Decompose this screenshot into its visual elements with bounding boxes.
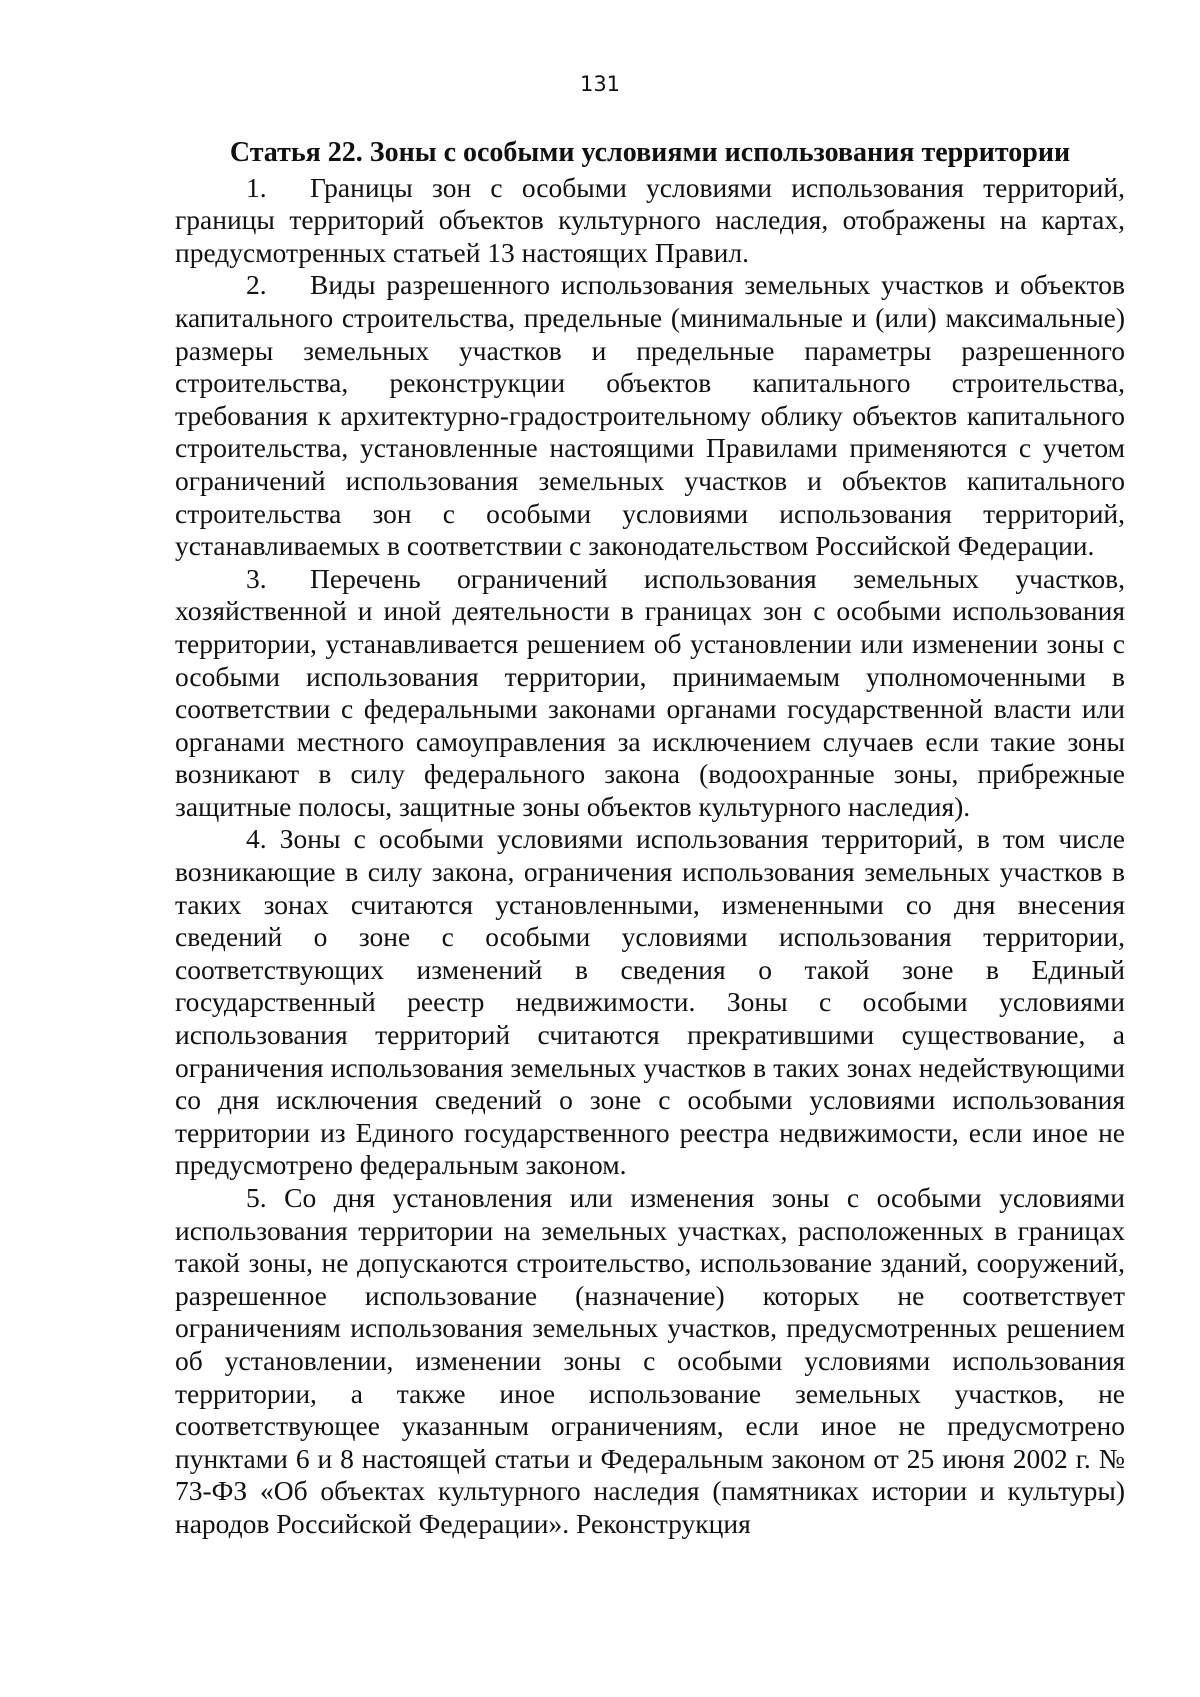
paragraph-number: 2. <box>246 269 267 301</box>
paragraph-2 <box>175 269 1125 562</box>
paragraph-number: 3. <box>246 562 267 594</box>
paragraph-text: Границы зон с особыми условиями использования территорий, границы территорий объектов культурного наследия, отображены на картах, предусмотренных статьей 13 настоящих Правил. <box>175 171 1125 268</box>
paragraph-number: 4. <box>246 823 267 855</box>
paragraph-number: 5. <box>246 1182 267 1213</box>
page-number: 131 <box>579 72 621 96</box>
article-heading: Статья 22. Зоны с особыми условиями использования территории <box>229 137 1071 168</box>
paragraph-text: Со дня установления или изменения зоны с особыми условиями использования территории на земельных участках, расположенных в границах такой зоны, не допускаются строительство, использование зданий, сооружений, разрешенное использование (назначение) которых не соответствует ограничениям использования земельных участков, предусмотренных решением об установлении, изменении зоны с особыми условиями использования территории, а также иное использование земельных участков, не соответствующее указанным ограничениям, если иное не предусмотрено пунктами 6 и 8 настоящей статьи и Федеральным законом от 25 июня 2002 г. № 73-ФЗ «Об объектах культурного наследия (памятниках истории и культуры) народов Российской Федерации». Реконструкция <box>175 1182 1125 1539</box>
paragraph-text: Зоны с особыми условиями использования территорий, в том числе возникающие в силу закона, ограничения использования земельных участков в таких зонах считаются установленными, измененными со дня внесения сведений о зоне с особыми условиями использования территории, соответствующих изменений в сведения о такой зоне в Единый государственный реестр недвижимости. Зоны с особыми условиями использования территорий считаются прекратившими существование, а ограничения использования земельных участков в таких зонах недействующими со дня исключения сведений о зоне с особыми условиями использования территории из Единого государственного реестра недвижимости, если иное не предусмотрено федеральным законом. <box>175 823 1126 1181</box>
paragraph-1 <box>175 172 1125 270</box>
paragraph-5 <box>175 1182 1125 1541</box>
paragraph-text: Виды разрешенного использования земельных участков и объектов капитального строительства, предельные (минимальные и (или) максимальные) размеры земельных участков и предельные параметры разрешенного строительства, реконструкции объектов капитального строительства, требования к архитектурно-градостроительному облику объектов капитального строительства, установленные настоящими Правилами применяются с учетом ограничений использования земельных участков и объектов капитального строительства зон с особыми условиями использования территорий, устанавливаемых в соответствии с законодательством Российской Федерации. <box>175 269 1125 562</box>
paragraph-text: Перечень ограничений использования земельных участков, хозяйственной и иной деятельности в границах зон с особыми использования территории, устанавливается решением об установлении или изменении зоны с особыми использования территории, принимаемым уполномоченными в соответствии с федеральными законами органами государственной власти или органами местного самоуправления за исключением случаев если такие зоны возникают в силу федерального закона (водоохранные зоны, прибрежные защитные полосы, защитные зоны объектов культурного наследия). <box>175 562 1125 822</box>
article-body <box>175 137 1125 1541</box>
paragraph-3 <box>175 563 1125 824</box>
paragraph-4 <box>175 823 1125 1182</box>
paragraph-number: 1. <box>246 171 267 203</box>
